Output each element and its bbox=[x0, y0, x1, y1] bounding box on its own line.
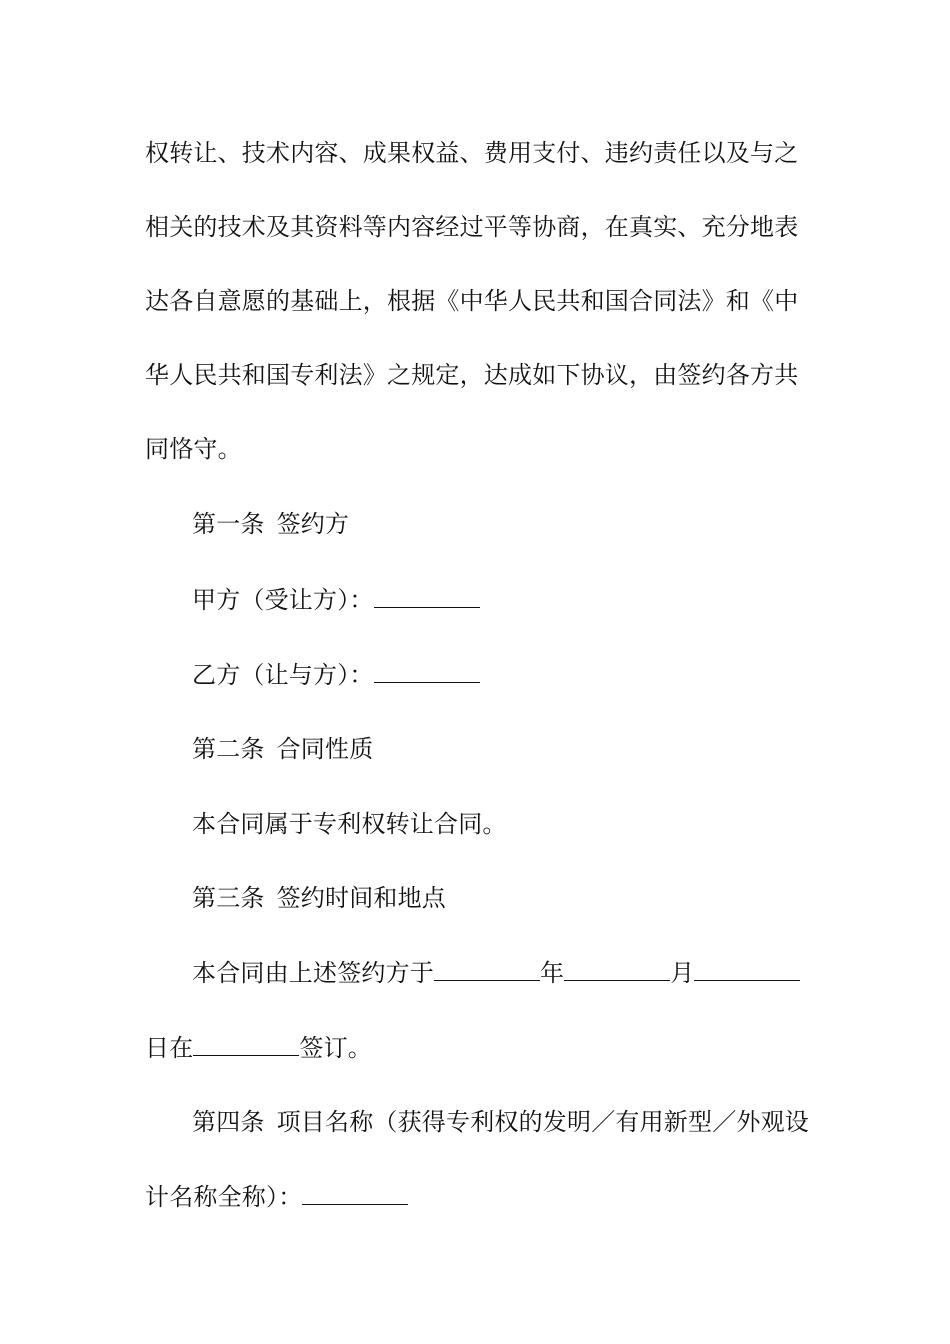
article-2-number: 第二条 bbox=[192, 735, 265, 763]
article-3-heading bbox=[192, 883, 446, 913]
article-3-body-line-2 bbox=[145, 1033, 372, 1063]
month-label: 月 bbox=[670, 959, 695, 987]
article-2-heading bbox=[192, 734, 373, 764]
article-3-title: 签约时间和地点 bbox=[276, 884, 447, 912]
intro-line-1: 权转让、技术内容、成果权益、费用支付、违约责任以及与之 bbox=[145, 139, 799, 167]
article-1-heading bbox=[192, 509, 349, 539]
party-b-blank bbox=[374, 660, 480, 683]
intro-line-5: 同恪守。 bbox=[145, 435, 242, 463]
party-a-label: 甲方（受让方）： bbox=[192, 586, 374, 614]
month-blank bbox=[564, 958, 670, 981]
intro-line-2: 相关的技术及其资料等内容经过平等协商，在真实、充分地表 bbox=[145, 213, 799, 241]
article-1-title: 签约方 bbox=[276, 510, 350, 538]
article-2-body: 本合同属于专利权转让合同。 bbox=[192, 810, 507, 838]
day-place-prefix: 日在 bbox=[145, 1034, 194, 1062]
signing-prefix: 本合同由上述签约方于 bbox=[192, 959, 434, 987]
article-1-number: 第一条 bbox=[192, 510, 265, 538]
party-a-blank bbox=[374, 585, 480, 608]
day-blank bbox=[694, 958, 800, 981]
article-3-body-line-1 bbox=[192, 958, 800, 988]
article-4-heading bbox=[192, 1107, 809, 1137]
party-b-line bbox=[192, 660, 480, 690]
party-b-label: 乙方（让与方）： bbox=[192, 661, 374, 689]
article-2-title: 合同性质 bbox=[276, 735, 374, 763]
year-blank bbox=[434, 958, 540, 981]
signed-label: 签订。 bbox=[299, 1034, 373, 1062]
article-4-title-line-2: 计名称全称）： bbox=[145, 1183, 303, 1211]
intro-line-4: 华人民共和国专利法》之规定，达成如下协议，由签约各方共 bbox=[145, 361, 799, 389]
place-blank bbox=[193, 1033, 299, 1056]
article-4-number: 第四条 bbox=[192, 1108, 265, 1136]
party-a-line bbox=[192, 585, 480, 615]
article-3-number: 第三条 bbox=[192, 884, 265, 912]
intro-line-3: 达各自意愿的基础上，根据《中华人民共和国合同法》和《中 bbox=[145, 287, 799, 315]
article-4-title-line-1: 项目名称（获得专利权的发明／有用新型／外观设 bbox=[276, 1108, 810, 1136]
project-name-blank bbox=[302, 1182, 408, 1205]
article-4-line-2 bbox=[145, 1182, 408, 1212]
year-label: 年 bbox=[540, 959, 565, 987]
